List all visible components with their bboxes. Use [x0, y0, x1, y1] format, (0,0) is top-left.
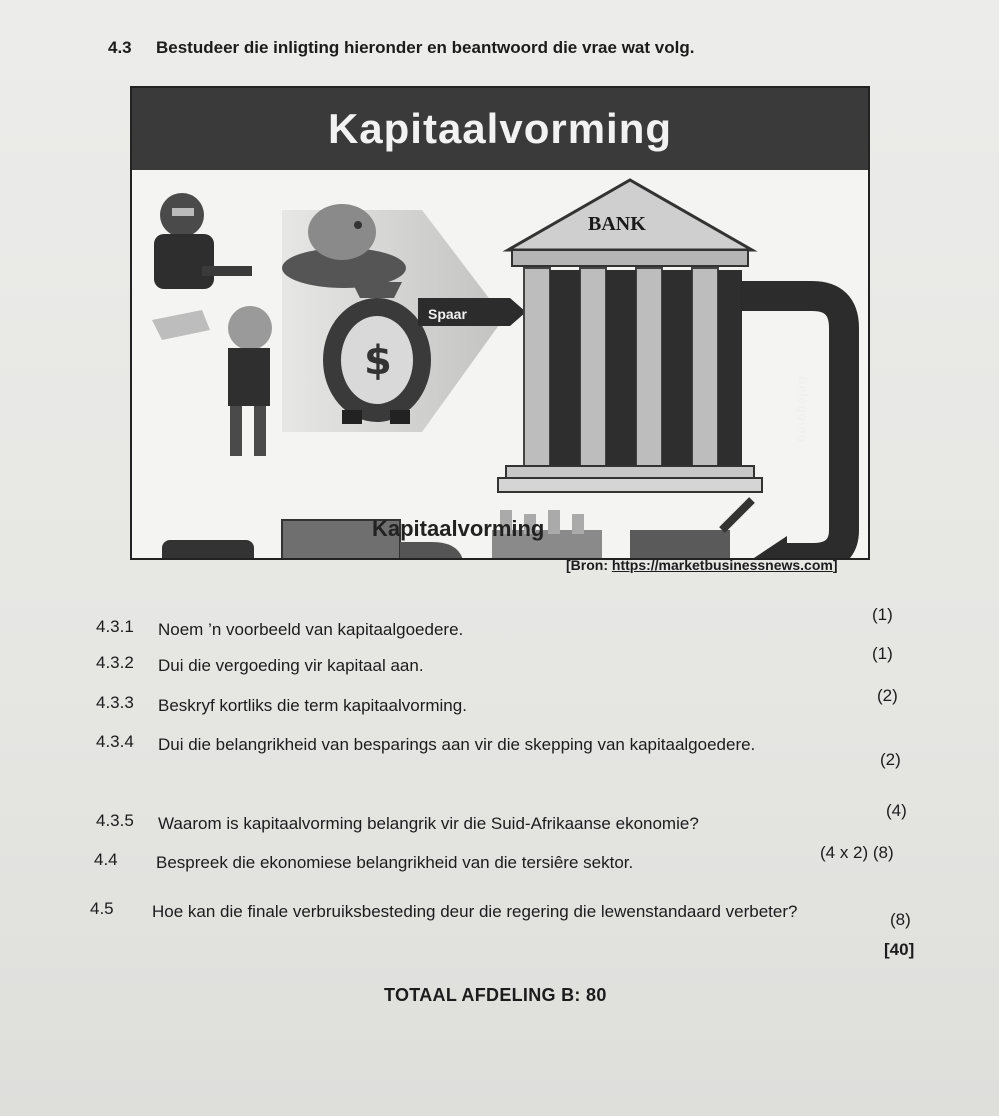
question-marks: (1) [872, 605, 893, 624]
question-number: 4.4 [94, 850, 118, 869]
businessman-image [154, 193, 252, 289]
source-prefix: [Bron: [566, 557, 612, 573]
question-marks: (8) [890, 910, 911, 929]
question-number: 4.3.2 [96, 653, 134, 672]
source-url: https://marketbusinessnews.com [611, 557, 833, 573]
excavator-image [620, 500, 752, 558]
question-instruction: Bestudeer die inligting hieronder en beantwoord die vrae wat volg. [156, 38, 695, 57]
question-intro [108, 38, 694, 58]
question-number: 4.3 [108, 38, 132, 57]
spaar-label: Spaar [428, 306, 467, 322]
question-total: [40] [884, 940, 915, 959]
capital-formation-figure [130, 86, 870, 560]
question-text: Waarom is kapitaalvorming belangrik vir die Suid-Afrikaanse ekonomie? [158, 814, 699, 833]
question-text: Noem ’n voorbeeld van kapitaalgoedere. [158, 620, 464, 639]
figure-illustration [132, 170, 868, 558]
question-number: 4.3.5 [96, 811, 134, 830]
question-text: Bespreek die ekonomiese belangrikheid van die tersiêre sektor. [156, 853, 634, 872]
question-text: Dui die belangrikheid van besparings aan vir die skepping van kapitaalgoedere. [158, 735, 756, 754]
woman-with-money-image [152, 306, 272, 456]
question-marks: (2) [880, 750, 901, 769]
question-number: 4.3.4 [96, 732, 134, 751]
figure-caption: Kapitaalvorming [372, 516, 545, 541]
bank-label: BANK [588, 213, 646, 235]
question-marks: (4) [886, 801, 907, 820]
belegging-arrow [740, 296, 844, 558]
question-text: Hoe kan die finale verbruiksbesteding deur die regering die lewenstandaard verbeter? [152, 902, 798, 921]
question-number: 4.5 [90, 899, 114, 918]
svg-text:$: $ [364, 338, 392, 384]
question-text: Beskryf kortliks die term kapitaalvorming. [158, 696, 467, 715]
question-number: 4.3.1 [96, 617, 134, 636]
section-total: TOTAAL AFDELING B: 80 [384, 985, 607, 1005]
question-number: 4.3.3 [96, 693, 134, 712]
question-text: Dui die vergoeding vir kapitaal aan. [158, 656, 424, 675]
figure-source [566, 557, 838, 573]
question-marks: (4 x 2) (8) [820, 843, 894, 862]
question-marks: (2) [877, 686, 898, 705]
source-suffix: ] [832, 557, 838, 573]
question-marks: (1) [872, 644, 893, 663]
tractor-image [162, 540, 254, 558]
belegging-label: Belegging [796, 376, 810, 444]
figure-banner: Kapitaalvorming [132, 88, 868, 170]
